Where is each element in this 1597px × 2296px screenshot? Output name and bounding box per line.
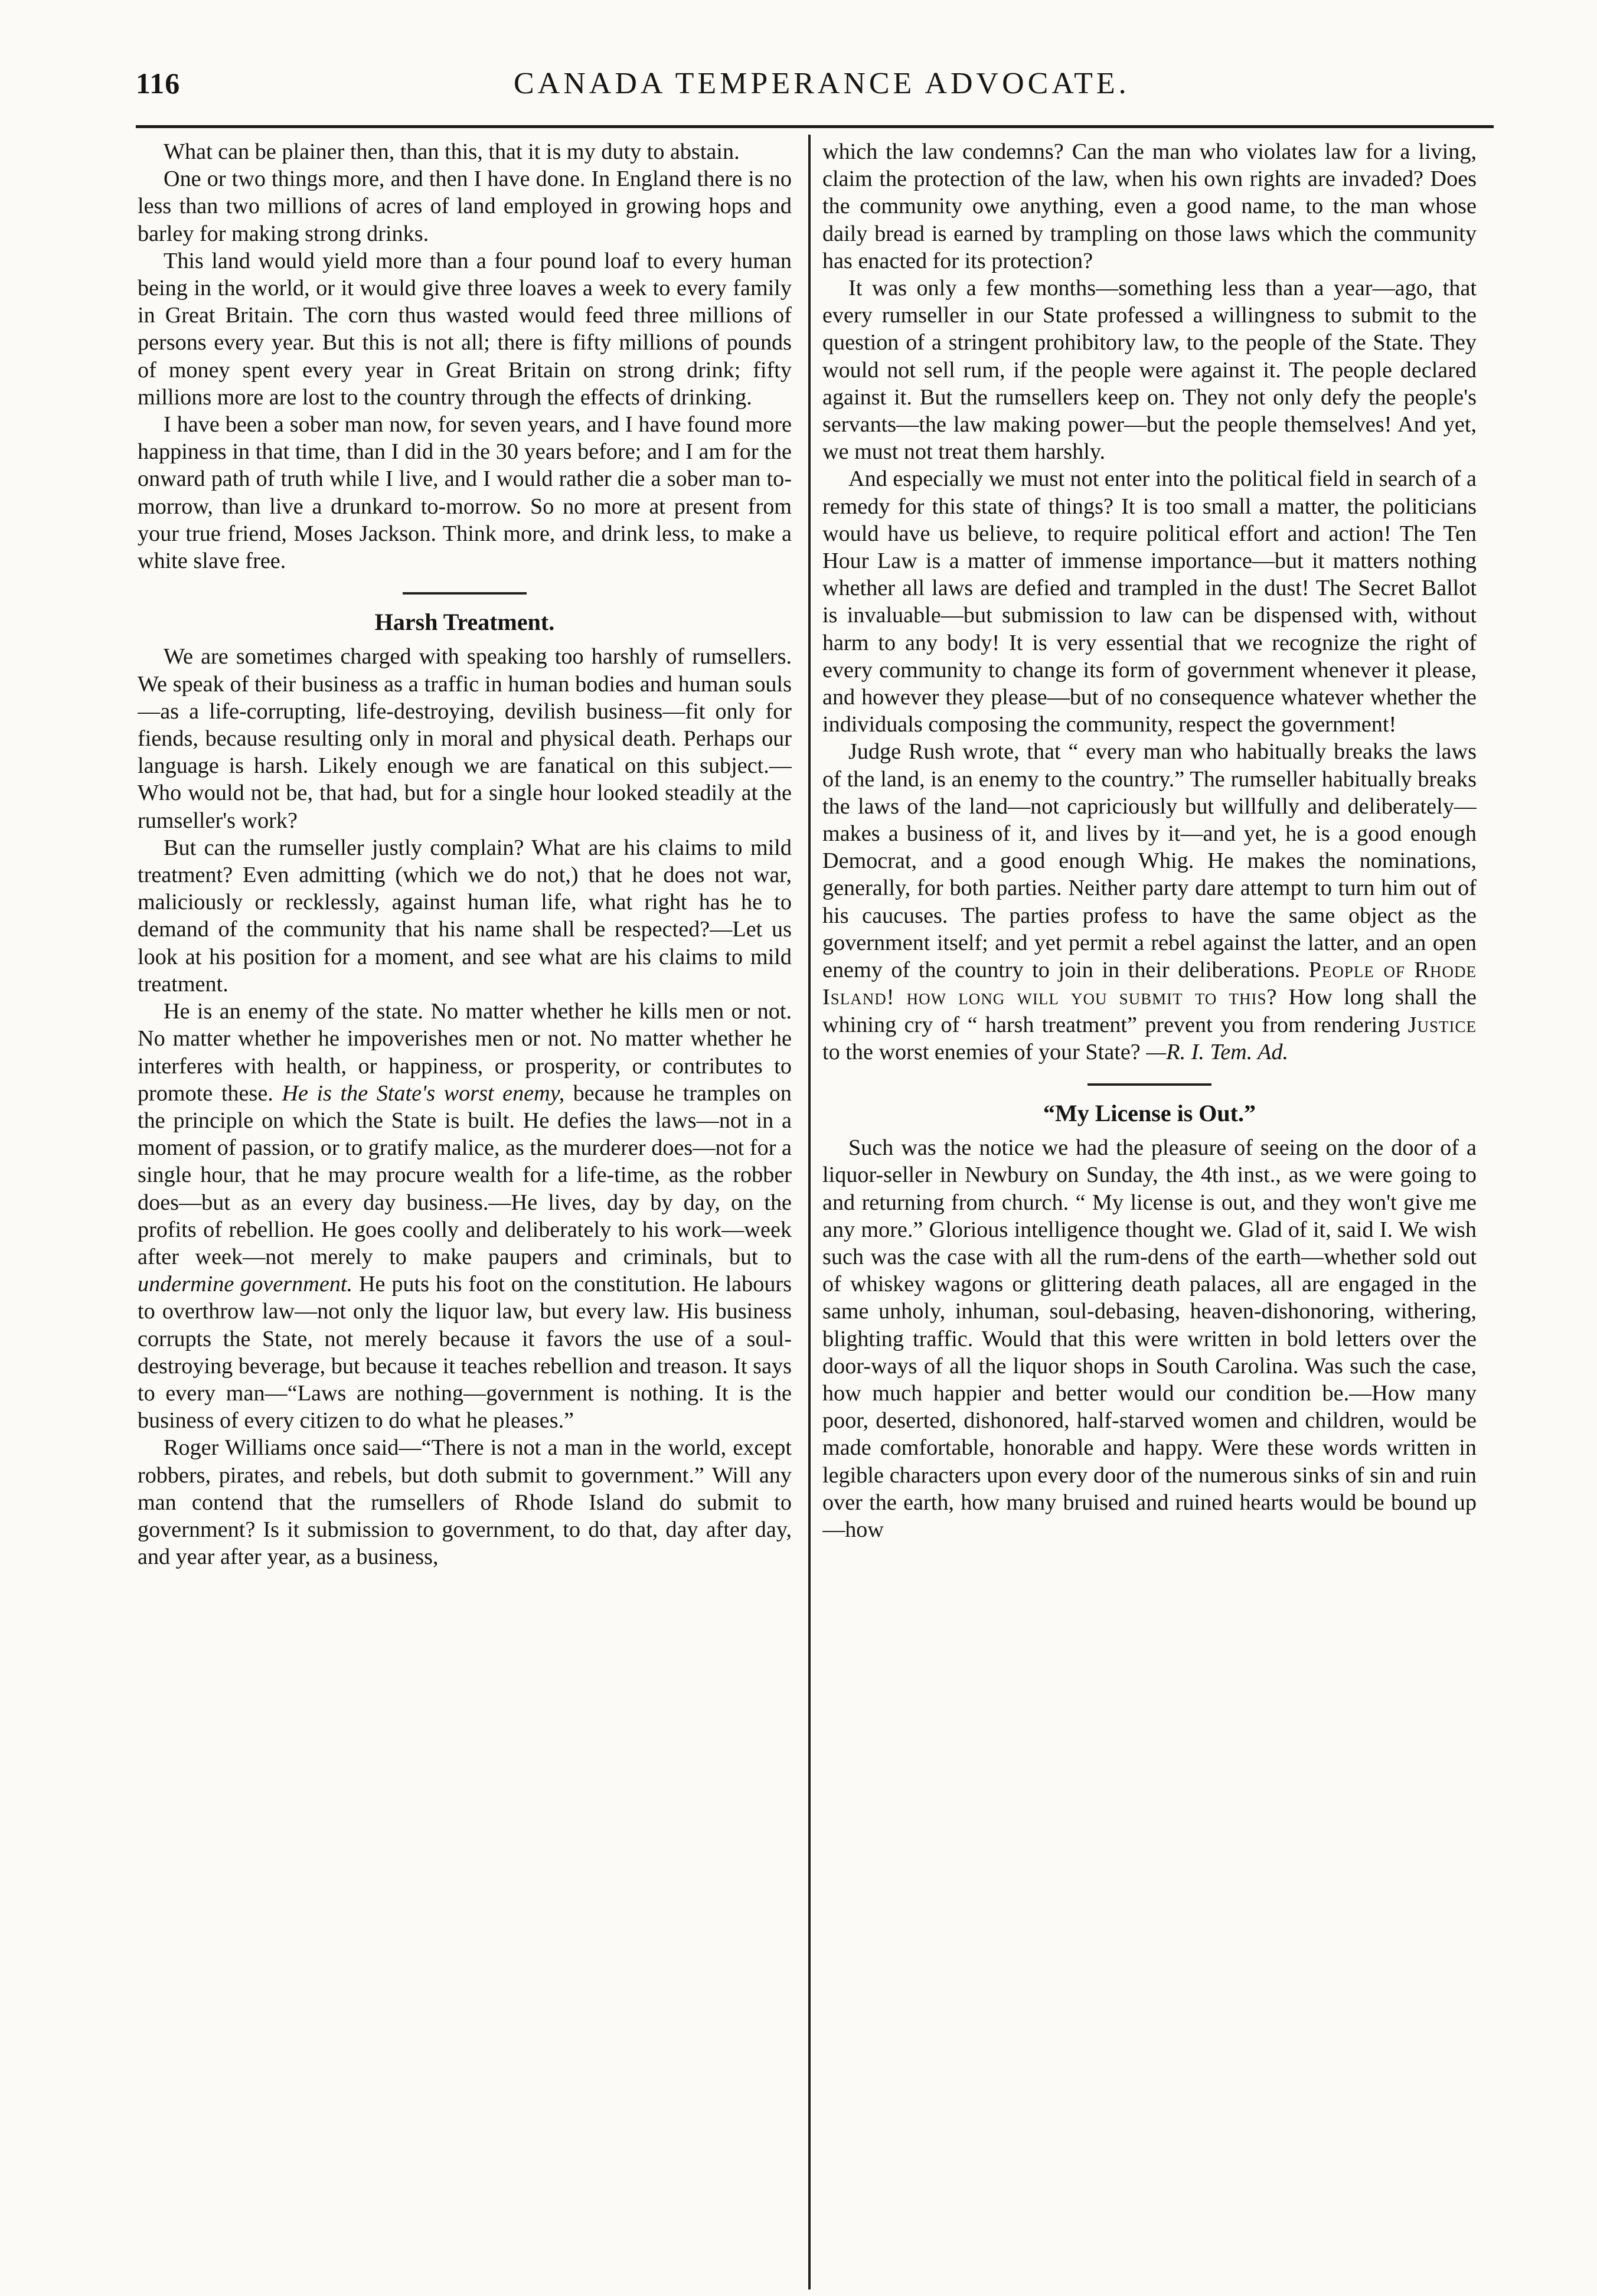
emphasis-text: He is the State's worst enemy, — [282, 1080, 565, 1106]
left-column — [138, 138, 792, 2287]
article-paragraph: One or two things more, and then I have done. In England there is no less than two millions of acres of land employed in growing hops and barley for making strong drinks. — [138, 166, 792, 246]
article-paragraph: Such was the notice we had the pleasure of seeing on the door of a liquor-seller in Newbury on Sunday, the 4th inst., as we were going to and returning from church. “ My license is out, and they won't give me any more.” Glorious intelligence thought we. Glad of it, said I. We wish such was the case with all the rum-dens of the earth—whether sold out of whiskey wagons or glittering death palaces, all are engaged in the same unholy, inhuman, soul-debasing, heaven-dishonoring, withering, blighting traffic. Would that this were written in bold letters over the door-ways of all the liquor shops in South Carolina. Was such the case, how much happier and better would our condition be.—How many poor, deserted, dishonored, half-starved women and children, would be made comfortable, honorable and happy. Were these words written in legible characters upon every door of the numerous sinks of sin and ruin over the earth, how many bruised and ruined hearts would be bound up—how — [822, 1135, 1477, 1542]
publication-title: CANADA TEMPERANCE ADVOCATE. — [514, 67, 1130, 100]
section-divider — [403, 592, 527, 595]
article-paragraph: We are sometimes charged with speaking too harshly of rumsellers. We speak of their business as a traffic in human bodies and human souls—as a life-corrupting, life-destroying, devilish business—fit only for fiends, because resulting only in moral and physical death. Perhaps our language is harsh. Likely enough we are fanatical on this subject.—Who would not be, that had, but for a single hour looked steadily at the rumseller's work? — [138, 644, 792, 833]
paragraph-text: to the worst enemies of your State? — [822, 1039, 1147, 1064]
header-rule — [136, 125, 1494, 128]
paragraph-text: How long shall the whining cry of “ harsh treatment” prevent you from rendering — [822, 985, 1477, 1037]
page-number: 116 — [136, 67, 181, 100]
article-paragraph — [138, 998, 792, 1434]
article-paragraph — [822, 738, 1477, 1065]
column-divider — [808, 135, 811, 2290]
article-paragraph: But can the rumseller justly complain? What are his claims to mild treatment? Even admitting (which we do not,) that he does not war, maliciously or recklessly, against human life, what right has he to demand of the community that his name shall be respected?—Let us look at his position for a moment, and see what are his claims to mild treatment. — [138, 835, 792, 997]
small-caps-text: Justice — [1407, 1012, 1477, 1037]
emphasis-text: undermine government. — [138, 1272, 353, 1297]
article-paragraph: which the law condemns? Can the man who violates law for a living, claim the protection of the law, when his own rights are invaded? Does the community owe anything, even a good name, to the man whose daily bread is earned by trampling on those laws which the community has enacted for its protection? — [822, 139, 1477, 273]
paragraph-text: because he tramples on the principle on which the State is built. He defies the laws—not in a moment of passion, or to gratify malice, as the murderer does—not for a single hour, that he may procure wealth for a life-time, as the robber does—but as an every day business.—He lives, day by day, on the profits of rebellion. He goes coolly and deliberately to his work—week after week—not merely to make paupers and criminals, but to — [138, 1080, 792, 1269]
section-divider — [1087, 1083, 1211, 1086]
article-paragraph: I have been a sober man now, for seven years, and I have found more happiness in that time, than I did in the 30 years before; and I am for the onward path of truth while I live, and I would rather die a sober man to-morrow, than live a drunkard to-morrow. So no more at present from your true friend, Moses Jackson. Think more, and drink less, to make a white slave free. — [138, 412, 792, 574]
paragraph-text: He puts his foot on the constitution. He labours to overthrow law—not only the liquor law, but every law. His business corrupts the State, not merely because it favors the use of a soul-destroying beverage, but because it teaches rebellion and treason. It says to every man—“Laws are nothing—government is nothing. It is the business of every citizen to do what he pleases.” — [138, 1272, 792, 1433]
right-column — [822, 138, 1477, 2287]
paragraph-text: He is an enemy of the state. No matter whether he kills men or not. No matter whether he impoverishes men or not. No matter whether he interferes with health, or happiness, or prosperity, or contributes to promote these. — [138, 999, 792, 1106]
small-caps-text: People of Rhode Island! how long will you submit to this? — [822, 958, 1477, 1010]
paragraph-text: Judge Rush wrote, that “ every man who habitually breaks the laws of the land, is an enemy to the country.” The rumseller habitually breaks the laws of the land—not capriciously but willfully and deliberately—makes a business of it, and lives by it—and yet, he is a good enough Democrat, and a good enough Whig. He makes the nominations, generally, for both parties. Neither party dare attempt to turn him out of his caucuses. The parties profess to have the same object as the government itself; and yet permit a rebel against the latter, and an open enemy of the country to join in their deliberations. — [822, 739, 1477, 983]
article-heading-harsh-treatment: Harsh Treatment. — [374, 609, 555, 636]
article-heading-license-out: “My License is Out.” — [1043, 1099, 1256, 1126]
article-paragraph: This land would yield more than a four pound loaf to every human being in the world, or it would give three loaves a week to every family in Great Britain. The corn thus wasted would feed three millions of persons every year. But this is not all; there is fifty millions of pounds of money spent every year in Great Britain on strong drink; fifty millions more are lost to the country through the effects of drinking. — [138, 248, 792, 410]
article-paragraph: It was only a few months—something less than a year—ago, that every rumseller in our State professed a willingness to submit to the question of a stringent prohibitory law, to the people of the State. They would not sell rum, if the people were against it. The people declared against it. But the rumsellers keep on. They not only defy the people's servants—the law making power—but the people themselves! And yet, we must not treat them harshly. — [822, 276, 1477, 465]
article-attribution: —R. I. Tem. Ad. — [1146, 1039, 1289, 1064]
article-paragraph: What can be plainer then, than this, that it is my duty to abstain. — [164, 139, 740, 164]
page-header — [136, 66, 1494, 119]
article-paragraph: And especially we must not enter into the political field in search of a remedy for this state of things? It is too small a matter, the politicians would have us believe, to require political effort and action! The Ten Hour Law is a matter of immense importance—but it matters nothing whether all laws are defied and trampled in the dust! The Secret Ballot is invaluable—but submission to law can be dispensed with, without harm to any body! It is very essential that we recognize the right of every community to change its form of government whenever it please, and however they please—but of no consequence whatever whether the individuals composing the community, respect the government! — [822, 466, 1477, 737]
article-paragraph: Roger Williams once said—“There is not a man in the world, except robbers, pirates, and rebels, but doth submit to government.” Will any man contend that the rumsellers of Rhode Island do submit to government? Is it submission to government, to do that, day after day, and year after year, as a business, — [138, 1435, 792, 1570]
